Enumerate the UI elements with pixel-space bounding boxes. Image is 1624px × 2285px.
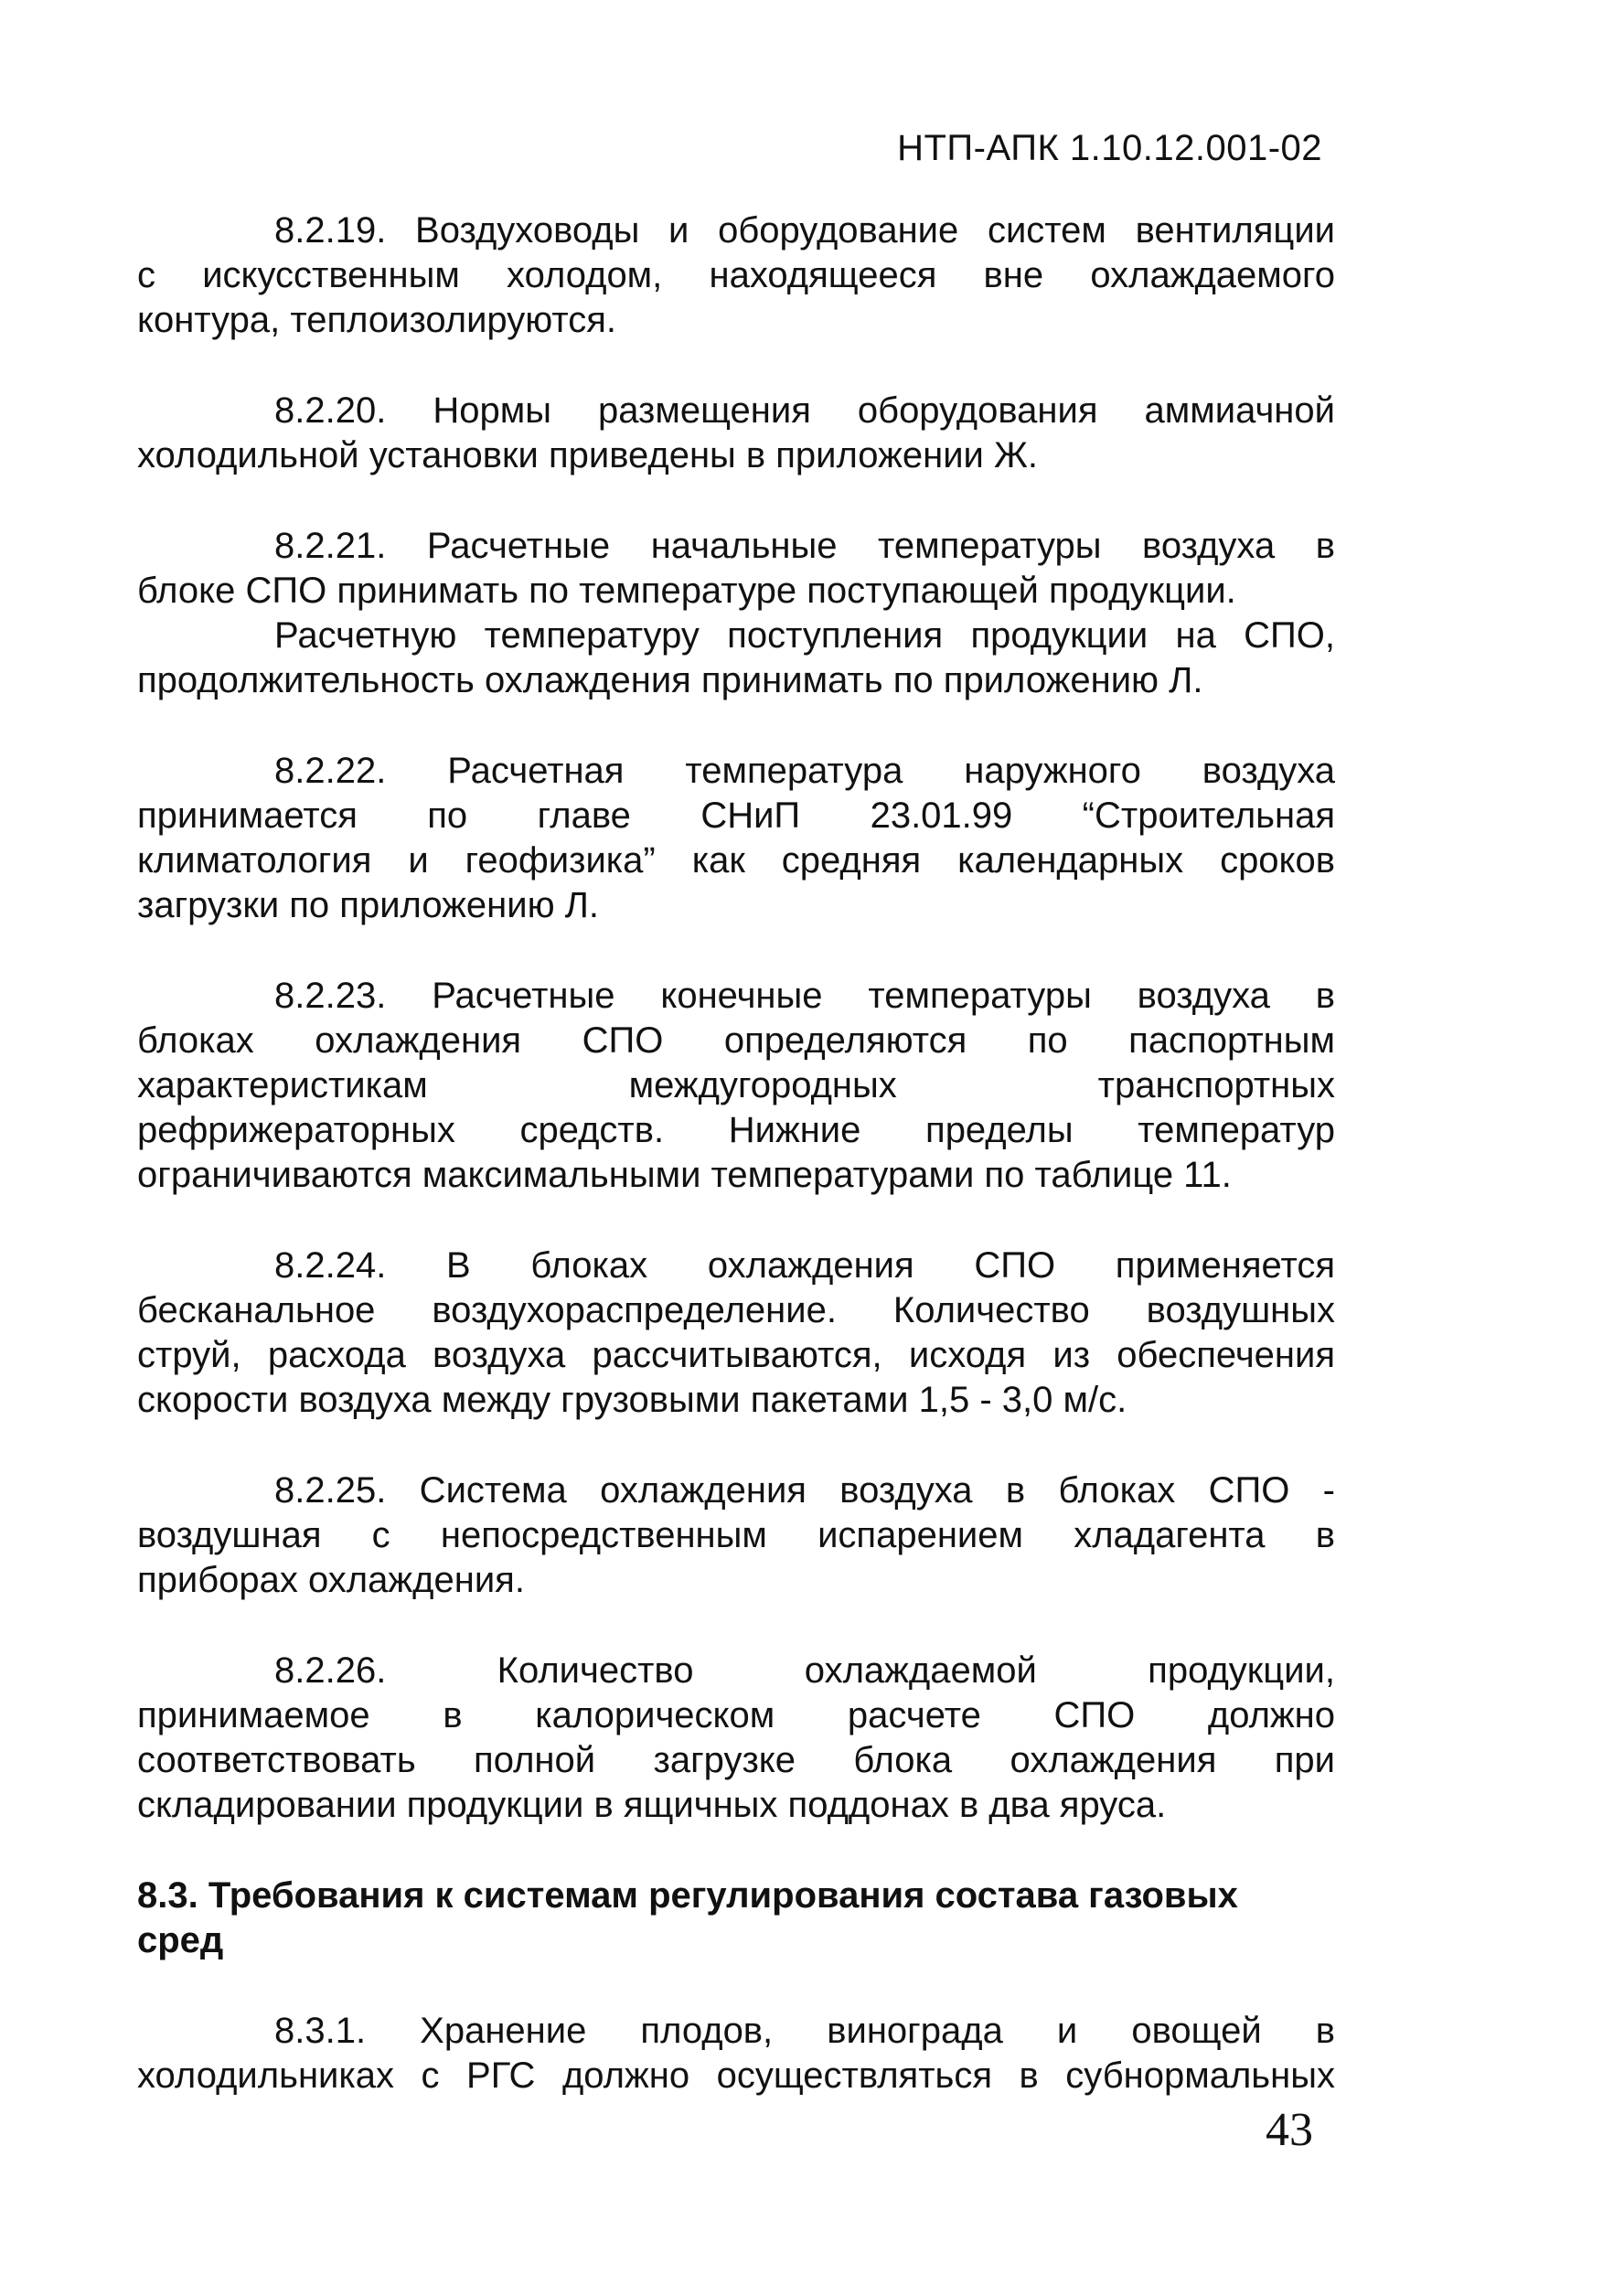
text-line: струй, расхода воздуха рассчитываются, исходя из обеспечения	[137, 1335, 1335, 1375]
paragraph-8-3-1	[137, 2009, 1335, 2098]
text-line: 8.2.25. Система охлаждения воздуха в блоках СПО -	[274, 1470, 1335, 1511]
heading-line: 8.3. Требования к системам регулирования состава газовых	[137, 1875, 1238, 1916]
page-body	[137, 208, 1335, 2144]
text-line: принимаемое в калорическом расчете СПО должно	[137, 1695, 1335, 1735]
text-line: блоках охлаждения СПО определяются по паспортным	[137, 1020, 1335, 1061]
paragraph-8-2-23	[137, 974, 1335, 1198]
text-line: 8.2.19. Воздуховоды и оборудование систем вентиляции	[274, 210, 1335, 251]
text-line: холодильниках с РГС должно осуществляться в субнормальных	[137, 2055, 1335, 2096]
text-line: соответствовать полной загрузке блока охлаждения при	[137, 1740, 1335, 1780]
paragraph-8-2-25	[137, 1468, 1335, 1603]
text-line: воздушная с непосредственным испарением хладагента в	[137, 1515, 1335, 1555]
paragraph-8-2-26	[137, 1649, 1335, 1828]
paragraph-8-2-19	[137, 208, 1335, 343]
paragraph-8-2-20	[137, 389, 1335, 478]
text-line: продолжительность охлаждения принимать по приложению Л.	[137, 660, 1203, 700]
document-code-header: НТП-АПК 1.10.12.001-02	[897, 128, 1322, 168]
text-line: приборах охлаждения.	[137, 1560, 525, 1600]
text-line: ограничиваются максимальными температурами по таблице 11.	[137, 1155, 1232, 1195]
text-line: загрузки по приложению Л.	[137, 885, 600, 925]
text-line: контура, теплоизолируются.	[137, 300, 616, 340]
text-line: холодильной установки приведены в приложении Ж.	[137, 435, 1039, 475]
heading-line: сред	[137, 1920, 224, 1960]
paragraph-8-2-21	[137, 524, 1335, 703]
text-line: с искусственным холодом, находящееся вне охлаждаемого	[137, 255, 1335, 295]
text-line: 8.2.24. В блоках охлаждения СПО применяется	[274, 1245, 1335, 1286]
text-line: рефрижераторных средств. Нижние пределы температур	[137, 1110, 1335, 1150]
text-line: 8.2.20. Нормы размещения оборудования аммиачной	[274, 390, 1335, 431]
text-line: бесканальное воздухораспределение. Количество воздушных	[137, 1290, 1335, 1330]
page-number: 43	[1266, 2104, 1313, 2156]
text-line: Расчетную температуру поступления продукции на СПО,	[274, 615, 1335, 656]
text-line: 8.2.26. Количество охлаждаемой продукции,	[274, 1650, 1335, 1691]
text-line: 8.3.1. Хранение плодов, винограда и овощей в	[274, 2011, 1335, 2051]
paragraph-8-2-24	[137, 1244, 1335, 1423]
text-line: принимается по главе СНиП 23.01.99 “Строительная	[137, 795, 1335, 836]
text-line: скорости воздуха между грузовыми пакетами 1,5 - 3,0 м/с.	[137, 1380, 1127, 1420]
paragraph-8-2-22	[137, 749, 1335, 928]
text-line: блоке СПО принимать по температуре поступающей продукции.	[137, 571, 1236, 611]
text-line: 8.2.21. Расчетные начальные температуры воздуха в	[274, 526, 1335, 566]
section-heading-8-3	[137, 1874, 1335, 1963]
text-line: складировании продукции в ящичных поддонах в два яруса.	[137, 1785, 1167, 1825]
text-line: 8.2.22. Расчетная температура наружного воздуха	[274, 751, 1335, 791]
text-line: климатология и геофизика” как средняя календарных сроков	[137, 840, 1335, 881]
text-line: 8.2.23. Расчетные конечные температуры воздуха в	[274, 976, 1335, 1016]
text-line: характеристикам междугородных транспортных	[137, 1065, 1335, 1105]
